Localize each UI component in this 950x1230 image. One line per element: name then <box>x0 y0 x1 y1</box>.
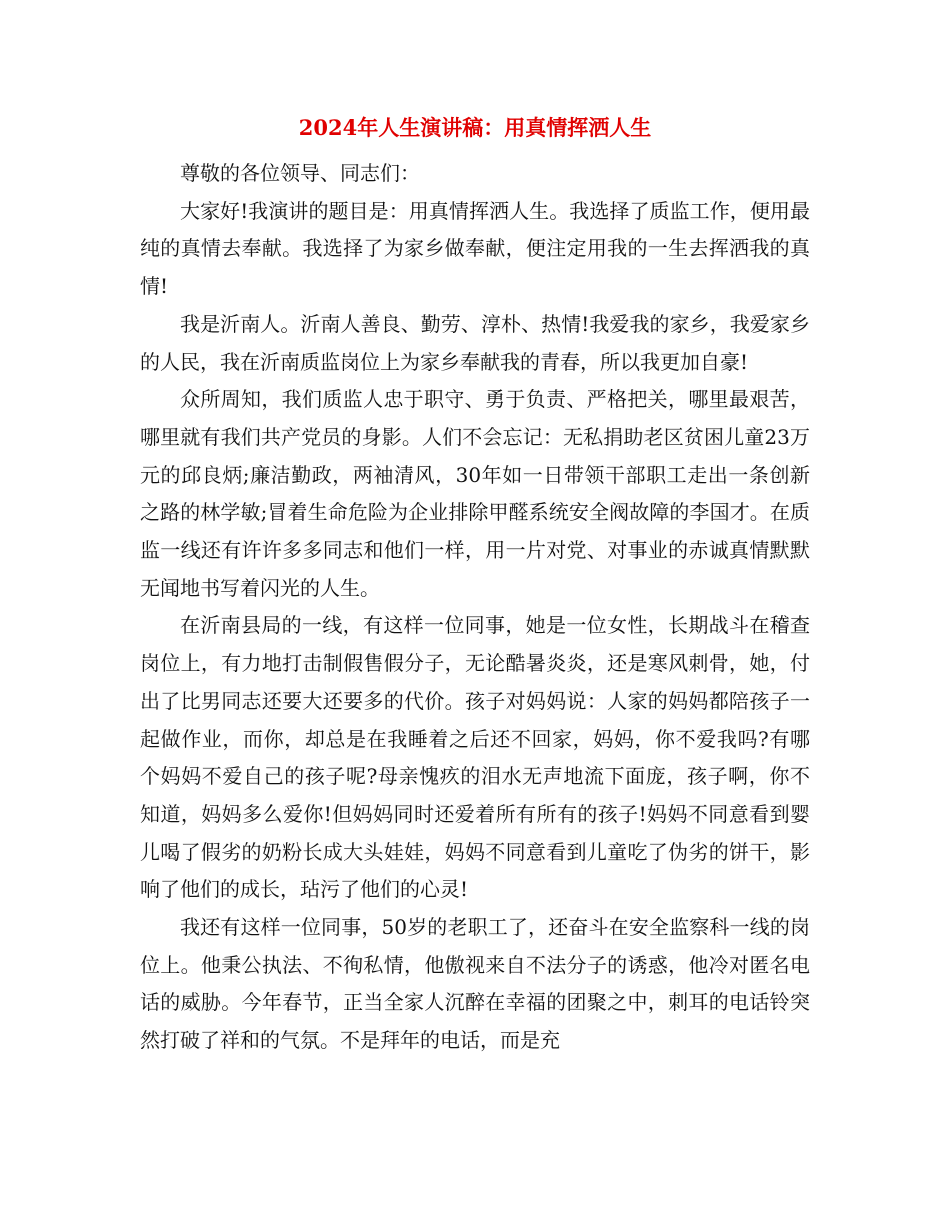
paragraph-female-colleague: 在沂南县局的一线，有这样一位同事，她是一位女性，长期战斗在稽查岗位上，有力地打击制假售假分子，无论酷暑炎炎，还是寒风刺骨，她，付出了比男同志还要大还要多的代价。孩子对妈妈说：人家的妈妈都陪孩子一起做作业，而你，却总是在我睡着之后还不回家，妈妈，你不爱我吗?有哪个妈妈不爱自己的孩子呢?母亲愧疚的泪水无声地流下面庞，孩子啊，你不知道，妈妈多么爱你!但妈妈同时还爱着所有所有的孩子!妈妈不同意看到婴儿喝了假劣的奶粉长成大头娃娃，妈妈不同意看到儿童吃了伪劣的饼干，影响了他们的成长，玷污了他们的心灵! <box>140 613 810 902</box>
paragraph-salutation: 尊敬的各位领导、同志们： <box>180 161 420 185</box>
paragraph-colleagues: 众所周知，我们质监人忠于职守、勇于负责、严格把关，哪里最艰苦，哪里就有我们共产党员的身影。人们不会忘记：无私捐助老区贫困儿童23万元的邱良炳;廉洁勤政，两袖清风，30年如一日带领干部职工走出一条创新之路的林学敏;冒着生命危险为企业排除甲醛系统安全阀故障的李国才。在质监一线还有许许多多同志和他们一样，用一片对党、对事业的赤诚真情默默无闻地书写着闪光的人生。 <box>140 387 810 600</box>
paragraph-hometown: 我是沂南人。沂南人善良、勤劳、淳朴、热情!我爱我的家乡，我爱家乡的人民，我在沂南质监岗位上为家乡奉献我的青春，所以我更加自豪! <box>140 311 810 374</box>
paragraph-greeting: 大家好!我演讲的题目是：用真情挥洒人生。我选择了质监工作，便用最纯的真情去奉献。我选择了为家乡做奉献，便注定用我的一生去挥洒我的真情! <box>140 198 810 299</box>
paragraph-veteran-colleague: 我还有这样一位同事，50岁的老职工了，还奋斗在安全监察科一线的岗位上。他秉公执法、不徇私情，他傲视来自不法分子的诱惑，他冷对匿名电话的威胁。今年春节，正当全家人沉醉在幸福的团聚之中，刺耳的电话铃突然打破了祥和的气氛。不是拜年的电话，而是充 <box>140 915 810 1053</box>
document-body <box>140 155 810 1060</box>
document-title: 2024年人生演讲稿：用真情挥洒人生 <box>298 115 652 140</box>
